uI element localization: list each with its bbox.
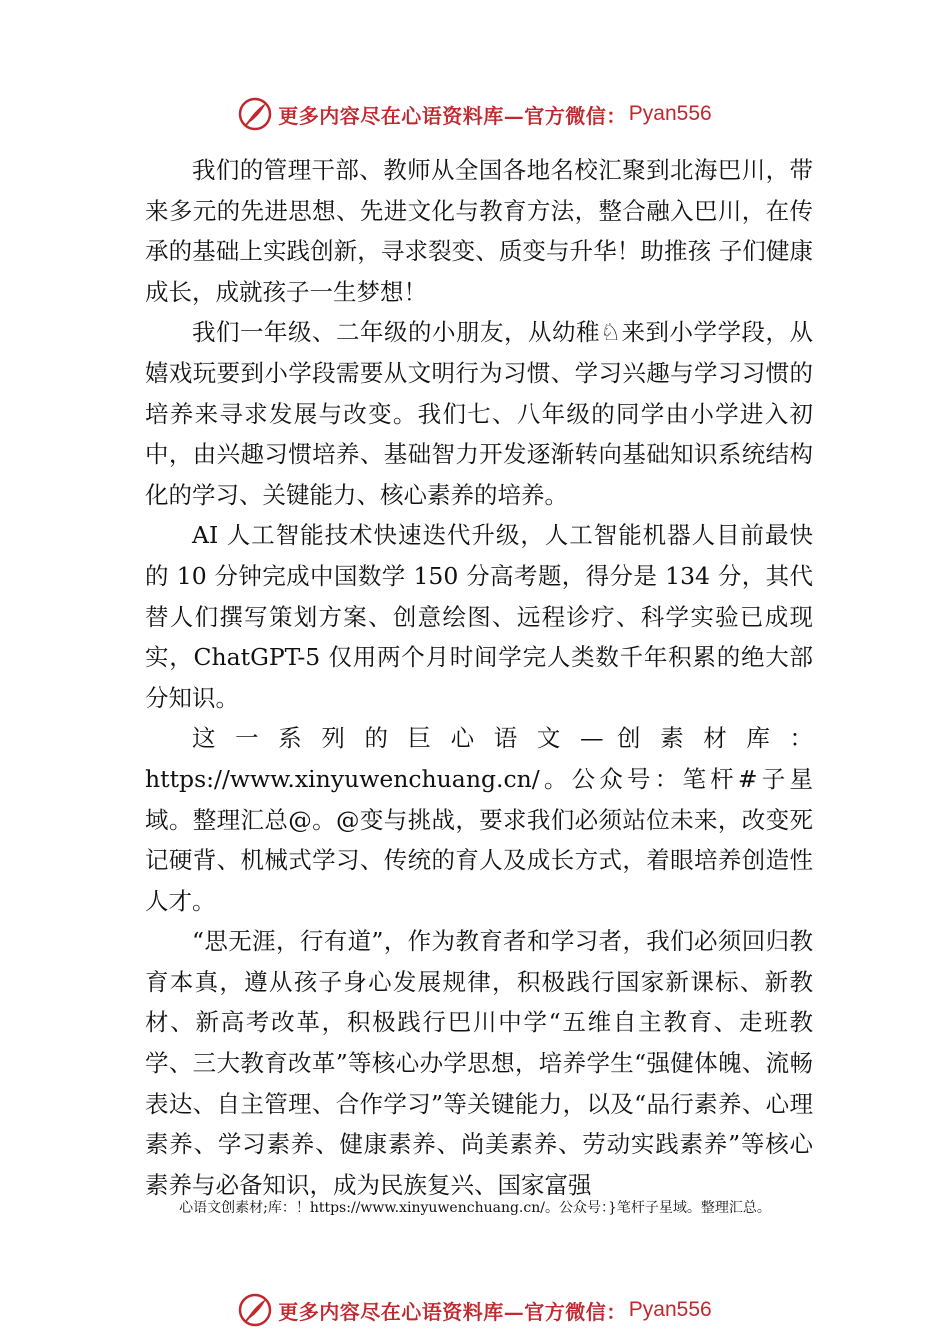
paragraph: “思无涯，行有道”，作为教育者和学习者，我们必须回归教育本真，遵从孩子身心发展规律，积极践行国家新课标、新教材、新高考改革，积极践行巴川中学“五维自主教育、走班教学、三大教育改革”等核心办学思想，培养学生“强健体魄、流畅表达、自主管理、合作学习”等关键能力，以及“品行素养、心理素养、学习素养、健康素养、尚美素养、劳动实践素养”等核心素养与必备知识，成为民族复兴、国家富强 (145, 927, 813, 1199)
paragraph: 我们的管理干部、教师从全国各地名校汇聚到北海巴川，带来多元的先进思想、先进文化与教育方法，整合融入巴川，在传承的基础上实践创新，寻求裂变、质变与升华！助推孩 子们健康成长，成就孩子一生梦想！ (145, 156, 813, 306)
paragraph: AI 人工智能技术快速迭代升级，人工智能机器人目前最快的 10 分钟完成中国数学 150 分高考题，得分是 134 分，其代替人们撰写策划方案、创意绘图、远程诊疗、科学实验已成现实，ChatGPT-5 仅用两个月时间学完人类数千年积累的绝大部分知识。 (145, 521, 813, 712)
feather-pen-logo-icon (238, 1293, 272, 1327)
paragraph: 这 一 系 列 的 巨 心 语 文 — 创 素 材 库 ： https://www.xinyuwenchuang.cn/。公众号：笔杆#子星域。整理汇总@。@变与挑战，要求我们必须站位未来，改变死记硬背、机械式学习、传统的育人及成长方式，着眼培养创造性人才。 (145, 724, 813, 915)
wechat-id: Pyan556 (628, 1298, 712, 1321)
document-body (145, 150, 813, 1205)
banner-text: 更多内容尽在心语资料库—官方微信： (278, 103, 627, 128)
feather-pen-logo-icon (238, 97, 272, 131)
paragraph: 我们一年级、二年级的小朋友，从幼稚♘来到小学学段，从嬉戏玩要到小学段需要从文明行为习惯、学习兴趣与学习习惯的培养来寻求发展与改变。我们七、八年级的同学由小学进入初中，由兴趣习惯培养、基础智力开发逐渐转向基础知识系统结构化的学习、关键能力、核心素养的培养。 (145, 318, 813, 509)
footer-note: 心语文创素材;库：！https://www.xinyuwenchuang.cn/。公众号：}笔杆子星域。整理汇总。 (179, 1200, 771, 1216)
header-banner (0, 92, 950, 136)
banner-text: 更多内容尽在心语资料库—官方微信： (278, 1299, 627, 1324)
wechat-id: Pyan556 (628, 102, 712, 125)
footer-banner (0, 1288, 950, 1332)
